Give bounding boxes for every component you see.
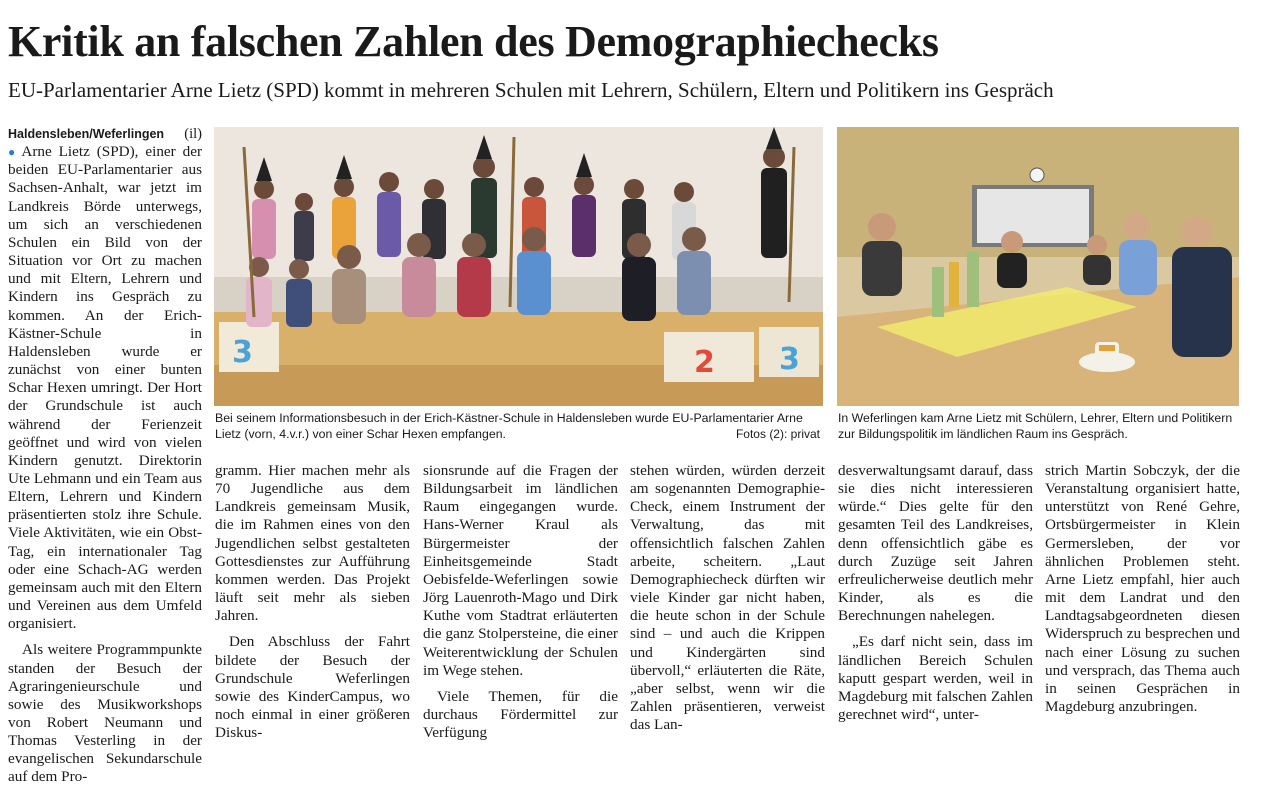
bullet-icon: ● xyxy=(8,145,19,160)
paragraph xyxy=(8,143,202,633)
photo-credit: Fotos (2): privat xyxy=(735,427,820,441)
paragraph: Den Abschluss der Fahrt bildete der Besuch der Grundschule Weferlingen sowie des KinderCampus, wo noch einmal in einer größeren Diskus- xyxy=(215,633,410,742)
article-column-3 xyxy=(423,462,618,742)
photo-caption-2: In Weferlingen kam Arne Lietz mit Schülern, Lehrer, Eltern und Politikern zur Bildungspolitik im ländlichen Raum ins Gespräch. xyxy=(838,411,1233,441)
block-number: 3 xyxy=(232,335,253,370)
subheadline: EU-Parlamentarier Arne Lietz (SPD) kommt in mehreren Schulen mit Lehrern, Schülern, Eltern und Politikern ins Gespräch xyxy=(8,78,1054,102)
article-column-5 xyxy=(838,462,1033,724)
paragraph: „Es darf nicht sein, dass im ländlichen Bereich Schulen kaputt gespart werden, weil in Magdeburg mit falschen Zahlen gerechnet wird“, unter- xyxy=(838,633,1033,724)
paragraph: Viele Themen, für die durchaus Fördermittel zur Verfügung xyxy=(423,687,618,742)
article-column-1 xyxy=(8,125,202,787)
photo-caption-1 xyxy=(215,410,824,442)
headline: Kritik an falschen Zahlen des Demographiechecks xyxy=(8,17,939,66)
block-number: 2 xyxy=(694,345,715,380)
paragraph: Als weitere Programmpunkte standen der Besuch der Agraringenieurschule und sowie des Musikworkshops von Robert Neumann und Thomas Vesterling in der evangelischen Sekundarschule auf dem Pro- xyxy=(8,641,202,786)
photo-meeting-weferlingen xyxy=(837,127,1239,406)
article-column-6 xyxy=(1045,462,1240,716)
paragraph: desverwaltungsamt darauf, dass sie dies nicht interessieren würde.“ Dies gelte für den gesamten Teil des Landkreises, denn offensichtlich gäbe es durch Zuzüge seit Jahren erfreulicherweise deutlich mehr Kinder, als es die Berechnungen nahelegen. xyxy=(838,462,1033,625)
photo-school-witches xyxy=(214,127,823,406)
paragraph: strich Martin Sobczyk, der die Veranstaltung organisiert hatte, unterstützt von René Gehre, Ortsbürgermeister in Klein Germersleben, der vor ähnlichen Problemen steht. Arne Lietz empfahl, hier auch mit dem Landrat und den Landtagsabgeordneten diesen Widerspruch zu besprechen und nach einer Lösung zu suchen und versprach, das Thema auch in seinen Gesprächen in Magdeburg anzubringen. xyxy=(1045,462,1240,716)
article-column-4 xyxy=(630,462,825,734)
paragraph: stehen würden, würden derzeit am sogenannten Demographie-Check, einem Instrument der Verwaltung, das mit offensichtlich falschen Zahlen arbeite, scheitern. „Laut Demographiecheck dürften wir viele Kinder gar nicht haben, die heute schon in der Schule sind – und auch die Krippen und Kindergärten sind übervoll,“ erläuterten die Räte, „aber selbst, wenn wir die Zahlen präsentieren, verweist das Lan- xyxy=(630,462,825,734)
paragraph-text: Arne Lietz (SPD), einer der beiden EU-Parlamentarier aus Sachsen-Anhalt, war jetzt im Landkreis Börde unterwegs, um sich an verschiedenen Schulen ein Bild von der Situation vor Ort zu machen und mit Eltern, Lehrern und Kindern ins Gespräch zu kommen. An der Erich-Kästner-Schule in Haldensleben wurde er zunächst von einer bunten Schar Hexen umringt. Der Hort der Grundschule ist auch während der Ferienzeit geöffnet und wird von vielen Kindern genutzt. Direktorin Ute Lehmann und ein Team aus Eltern, Lehrern und Kindern präsentierten stolz ihre Schule. Viele Aktivitäten, wie ein Obst-Tag, ein internationaler Tag oder eine Schach-AG werden gemeinsam auch mit den Eltern und Vereinen aus dem Umfeld organisiert. xyxy=(8,143,203,633)
author-abbreviation: (il) xyxy=(184,126,202,142)
block-number: 3 xyxy=(779,342,800,377)
caption-text: Bei seinem Informationsbesuch in der Erich-Kästner-Schule in Haldensleben wurde EU-Parlamentarier Arne Lietz (vorn, 4.v.r.) von einer Schar Hexen empfangen. xyxy=(215,411,803,441)
dateline xyxy=(8,125,202,143)
article-column-2 xyxy=(215,462,410,742)
paragraph: sionsrunde auf die Fragen der Bildungsarbeit im ländlichen Raum eingegangen wurde. Hans-Werner Kraul als Bürgermeister der Einheitsgemeinde Stadt Oebisfelde-Weferlingen sowie Jörg Lauenroth-Mago und Dirk Kuthe vom Stadtrat erläuterten die ganz Stolpersteine, die einer Weiterentwicklung der Schulen im Wege stehen. xyxy=(423,462,618,679)
dateline-place: Haldensleben/Weferlingen xyxy=(8,127,165,141)
paragraph: gramm. Hier machen mehr als 70 Jugendliche aus dem Landkreis gemeinsam Musik, die im Rahmen eines von den Jugendlichen selbst gestalteten Gottesdienstes zur Aufführung kommen werden. Das Projekt läuft seit mehr als sieben Jahren. xyxy=(215,462,410,625)
